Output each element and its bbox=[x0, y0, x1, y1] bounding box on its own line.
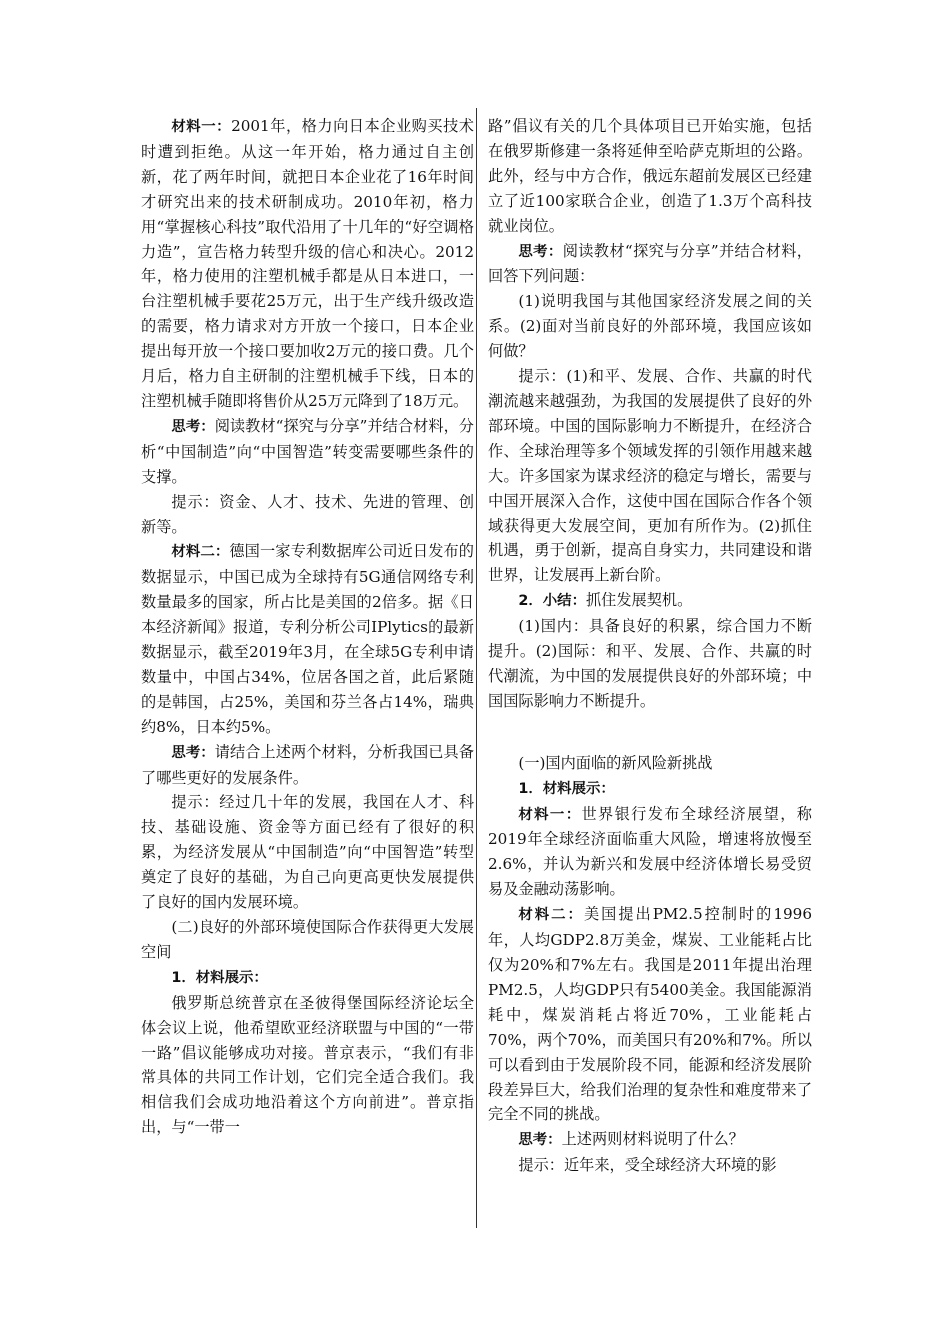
section-2-heading: (二)良好的外部环境使国际合作获得更大发展空间 bbox=[141, 918, 474, 961]
left-column bbox=[141, 114, 474, 1140]
think-1-label: 思考： bbox=[171, 418, 215, 435]
right-column bbox=[488, 114, 812, 1178]
summary-label: 2．小结： bbox=[518, 593, 586, 610]
material-3-text: 世界银行发布全球经济展望，称2019年全球经济面临重大风险，增速将放慢至2.6%，并认为新兴和发展中经济体增长易受贸易及金融动荡影响。 bbox=[488, 804, 812, 899]
summary-text: 抓住发展契机。 bbox=[585, 591, 693, 610]
hint-4-paragraph: 提示：近年来，受全球经济大环境的影 bbox=[518, 1156, 777, 1175]
column-divider bbox=[476, 108, 477, 1228]
think-4-paragraph bbox=[488, 1127, 812, 1153]
material-show-heading-1: 1．材料展示： bbox=[171, 969, 268, 986]
hint-1-paragraph: 提示：资金、人才、技术、先进的管理、创新等。 bbox=[141, 492, 474, 536]
material-4-text: 美国提出PM2.5控制时的1996年，人均GDP2.8万美金，煤炭、工业能耗占比仅为20%和7%左右。我国是2011年提出治理PM2.5，人均GDP只有5400美金。我国能源消耗中，煤炭消耗占将近70%，工业能耗占70%，两个70%，而美国只有20%和7%。所以可以看到由于发展阶段不同，能源和经济发展阶段差异巨大，给我们治理的复杂性和难度带来了完全不同的挑战。 bbox=[488, 905, 812, 1124]
hint-2-paragraph: 提示：经过几十年的发展，我国在人才、科技、基础设施、资金等方面已经有了很好的积累，为经济发展从“中国制造”向“中国智造”转型奠定了良好的基础，为自己向更高更快发展提供了良好的国内发展环境。 bbox=[141, 793, 474, 912]
think-3-text: 阅读教材“探究与分享”并结合材料，回答下列问题： bbox=[488, 241, 812, 286]
think-1-text: 阅读教材“探究与分享”并结合材料，分析“中国制造”向“中国智造”转变需要哪些条件的支撑。 bbox=[141, 416, 474, 486]
think-1-paragraph bbox=[141, 414, 474, 490]
think-3-label: 思考： bbox=[518, 243, 563, 260]
material-4-paragraph bbox=[488, 902, 812, 1127]
material-3-label: 材料一： bbox=[518, 806, 582, 823]
summary-body-paragraph: (1)国内：具备良好的积累，综合国力不断提升。(2)国际：和平、发展、合作、共赢的时代潮流，为中国的发展提供良好的外部环境；中国国际影响力不断提升。 bbox=[488, 617, 812, 710]
material-1-label: 材料一： bbox=[171, 119, 232, 135]
section-1-heading: (一)国内面临的新风险新挑战 bbox=[518, 753, 713, 772]
material-3-paragraph bbox=[488, 802, 812, 903]
think-4-text: 上述两则材料说明了什么？ bbox=[561, 1130, 744, 1149]
material-2-text: 德国一家专利数据库公司近日发布的数据显示，中国已成为全球持有5G通信网络专利数量最多的国家，所占比是美国的2倍多。据《日本经济新闻》报道，专利分析公司IPlytics的最新数据显示，截至2019年3月，在全球5G专利申请数量中，中国占34%，位居各国之首，此后紧随的是韩国，占25%，美国和芬兰各占14%，瑞典约8%，日本约5%。 bbox=[141, 542, 474, 736]
material-2-paragraph bbox=[141, 539, 474, 739]
material-4-label: 材料二： bbox=[518, 907, 584, 924]
hint-3-paragraph: 提示：(1)和平、发展、合作、共赢的时代潮流越来越强劲，为我国的发展提供了良好的外部环境。中国的国际影响力不断提升，在经济合作、全球治理等多个领域发挥的引领作用越来越大。许多国家为谋求经济的稳定与增长，需要与中国开展深入合作，这使中国在国际合作各个领域获得更大发展空间，更加有所作为。(2)抓住机遇，勇于创新，提高自身实力，共同建设和谐世界，让发展再上新台阶。 bbox=[488, 367, 812, 585]
question-paragraph: (1)说明我国与其他国家经济发展之间的关系。(2)面对当前良好的外部环境，我国应该如何做？ bbox=[488, 292, 812, 361]
think-4-label: 思考： bbox=[518, 1132, 562, 1149]
material-1-paragraph bbox=[141, 114, 474, 414]
material-1-text: 2001年，格力向日本企业购买技术时遭到拒绝。从这一年开始，格力通过自主创新，花了两年时间，就把日本企业花了16年时间才研究出来的技术研制成功。2010年初，格力用“掌握核心科技”取代沿用了十几年的“好空调格力造”，宣告格力转型升级的信心和决心。2012年，格力使用的注塑机械手都是从日本进口，一台注塑机械手要花25万元，出于生产线升级改造的需要，格力请求对方开放一个接口，日本企业提出每开放一个接口要加收2万元的接口费。几个月后，格力自主研制的注塑机械手下线，日本的注塑机械手随即将售价从25万元降到了18万元。 bbox=[141, 117, 474, 410]
russia-paragraph: 俄罗斯总统普京在圣彼得堡国际经济论坛全体会议上说，他希望欧亚经济联盟与中国的“一带一路”倡议能够成功对接。普京表示，“我们有非常具体的共同工作计划，它们完全适合我们。我相信我们会成功地沿着这个方向前进”。普京指出，与“一带一 bbox=[141, 993, 474, 1137]
summary-paragraph bbox=[488, 588, 812, 614]
think-3-paragraph bbox=[488, 239, 812, 290]
think-2-text: 请结合上述两个材料，分析我国已具备了哪些更好的发展条件。 bbox=[141, 742, 474, 787]
material-2-label: 材料二： bbox=[171, 544, 230, 561]
think-2-label: 思考： bbox=[171, 744, 215, 761]
think-2-paragraph bbox=[141, 740, 474, 791]
continued-paragraph: 路”倡议有关的几个具体项目已开始实施，包括在俄罗斯修建一条将延伸至哈萨克斯坦的公路。此外，经与中方合作，俄远东超前发展区已经建立了近100家联合企业，创造了1.3万个高科技就业岗位。 bbox=[488, 117, 812, 235]
material-show-heading-2: 1．材料展示： bbox=[518, 780, 615, 797]
